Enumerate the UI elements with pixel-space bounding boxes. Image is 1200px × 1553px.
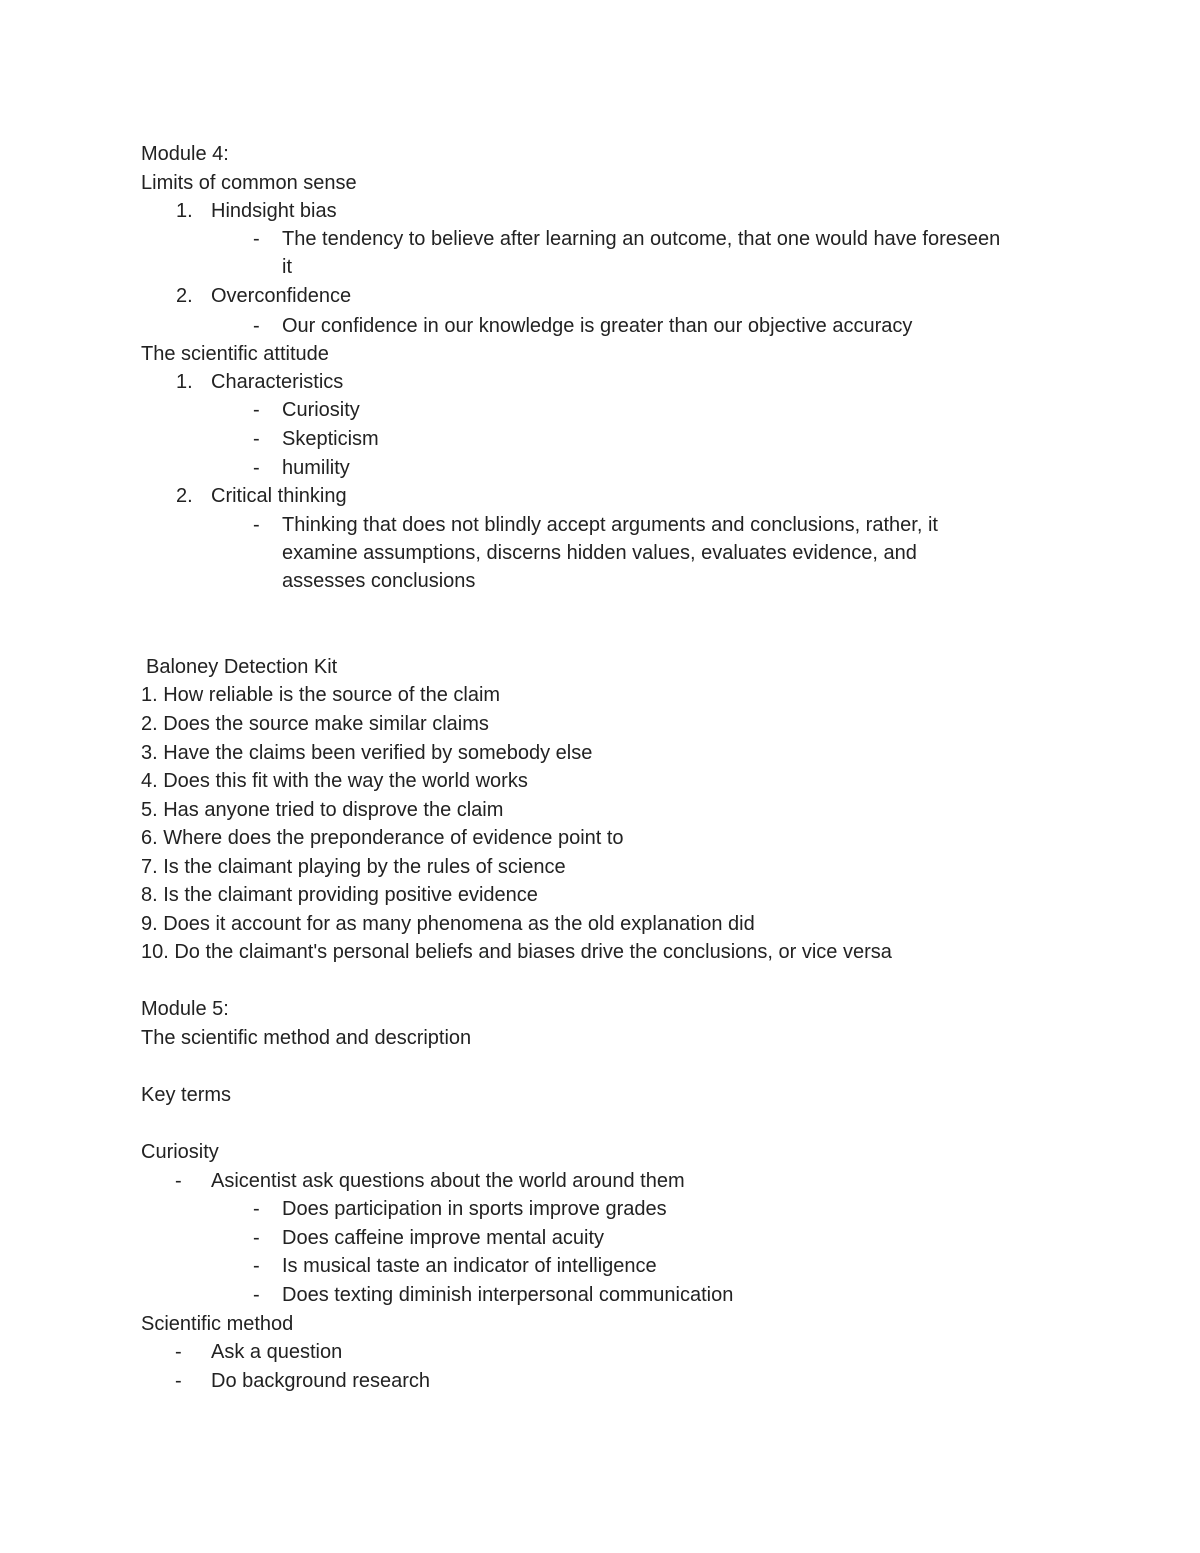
dash-marker: - [253, 315, 260, 337]
section-heading-scientific-attitude: The scientific attitude [141, 343, 329, 365]
dash-marker: - [175, 1341, 182, 1363]
list-item: 7. Is the claimant playing by the rules of science [141, 856, 566, 878]
bullet-text: humility [282, 457, 350, 479]
list-number: 2. [176, 485, 193, 507]
module4-title: Module 4: [141, 143, 229, 165]
dash-marker: - [253, 514, 260, 536]
module5-title: Module 5: [141, 998, 229, 1020]
sub-bullet-text: Does texting diminish interpersonal communication [282, 1284, 734, 1306]
section-heading-baloney: Baloney Detection Kit [146, 656, 338, 678]
list-number: 2. [176, 285, 193, 307]
list-item: 8. Is the claimant providing positive evidence [141, 884, 538, 906]
term-heading-curiosity: Curiosity [141, 1141, 219, 1163]
list-item: 10. Do the claimant's personal beliefs and biases drive the conclusions, or vice versa [141, 941, 892, 963]
list-item: 6. Where does the preponderance of evidence point to [141, 827, 624, 849]
dash-marker: - [253, 457, 260, 479]
sub-bullet-text: Is musical taste an indicator of intelligence [282, 1255, 657, 1277]
dash-marker: - [175, 1170, 182, 1192]
bullet-text: Curiosity [282, 399, 360, 421]
bullet-text: Asicentist ask questions about the world around them [211, 1170, 685, 1192]
list-item: 5. Has anyone tried to disprove the claim [141, 799, 504, 821]
detail-text: Thinking that does not blindly accept arguments and conclusions, rather, it [282, 514, 938, 536]
detail-text-continued: examine assumptions, discerns hidden values, evaluates evidence, and [282, 542, 917, 564]
bullet-text: Do background research [211, 1370, 431, 1392]
dash-marker: - [253, 1255, 260, 1277]
section-heading-common-sense: Limits of common sense [141, 172, 357, 194]
dash-marker: - [253, 228, 260, 250]
dash-marker: - [253, 1198, 260, 1220]
list-item: 4. Does this fit with the way the world works [141, 770, 528, 792]
list-number: 1. [176, 200, 193, 222]
detail-text: Our confidence in our knowledge is greater than our objective accuracy [282, 315, 913, 337]
dash-marker: - [253, 1284, 260, 1306]
list-item: 1. How reliable is the source of the claim [141, 684, 501, 706]
list-item: 3. Have the claims been verified by somebody else [141, 742, 593, 764]
list-item-label: Overconfidence [211, 285, 352, 307]
dash-marker: - [253, 428, 260, 450]
dash-marker: - [253, 1227, 260, 1249]
module5-subtitle: The scientific method and description [141, 1027, 472, 1049]
dash-marker: - [175, 1370, 182, 1392]
bullet-text: Ask a question [211, 1341, 343, 1363]
list-item: 2. Does the source make similar claims [141, 713, 489, 735]
list-item-label: Critical thinking [211, 485, 347, 507]
detail-text: The tendency to believe after learning an outcome, that one would have foreseen [282, 228, 1001, 250]
bullet-text: Skepticism [282, 428, 379, 450]
key-terms-heading: Key terms [141, 1084, 232, 1106]
detail-text-continued: assesses conclusions [282, 570, 476, 592]
detail-text-continued: it [282, 256, 292, 278]
list-item-label: Characteristics [211, 371, 344, 393]
dash-marker: - [253, 399, 260, 421]
list-number: 1. [176, 371, 193, 393]
sub-bullet-text: Does participation in sports improve grades [282, 1198, 667, 1220]
sub-bullet-text: Does caffeine improve mental acuity [282, 1227, 605, 1249]
term-heading-scientific-method: Scientific method [141, 1313, 294, 1335]
list-item: 9. Does it account for as many phenomena as the old explanation did [141, 913, 755, 935]
list-item-label: Hindsight bias [211, 200, 337, 222]
